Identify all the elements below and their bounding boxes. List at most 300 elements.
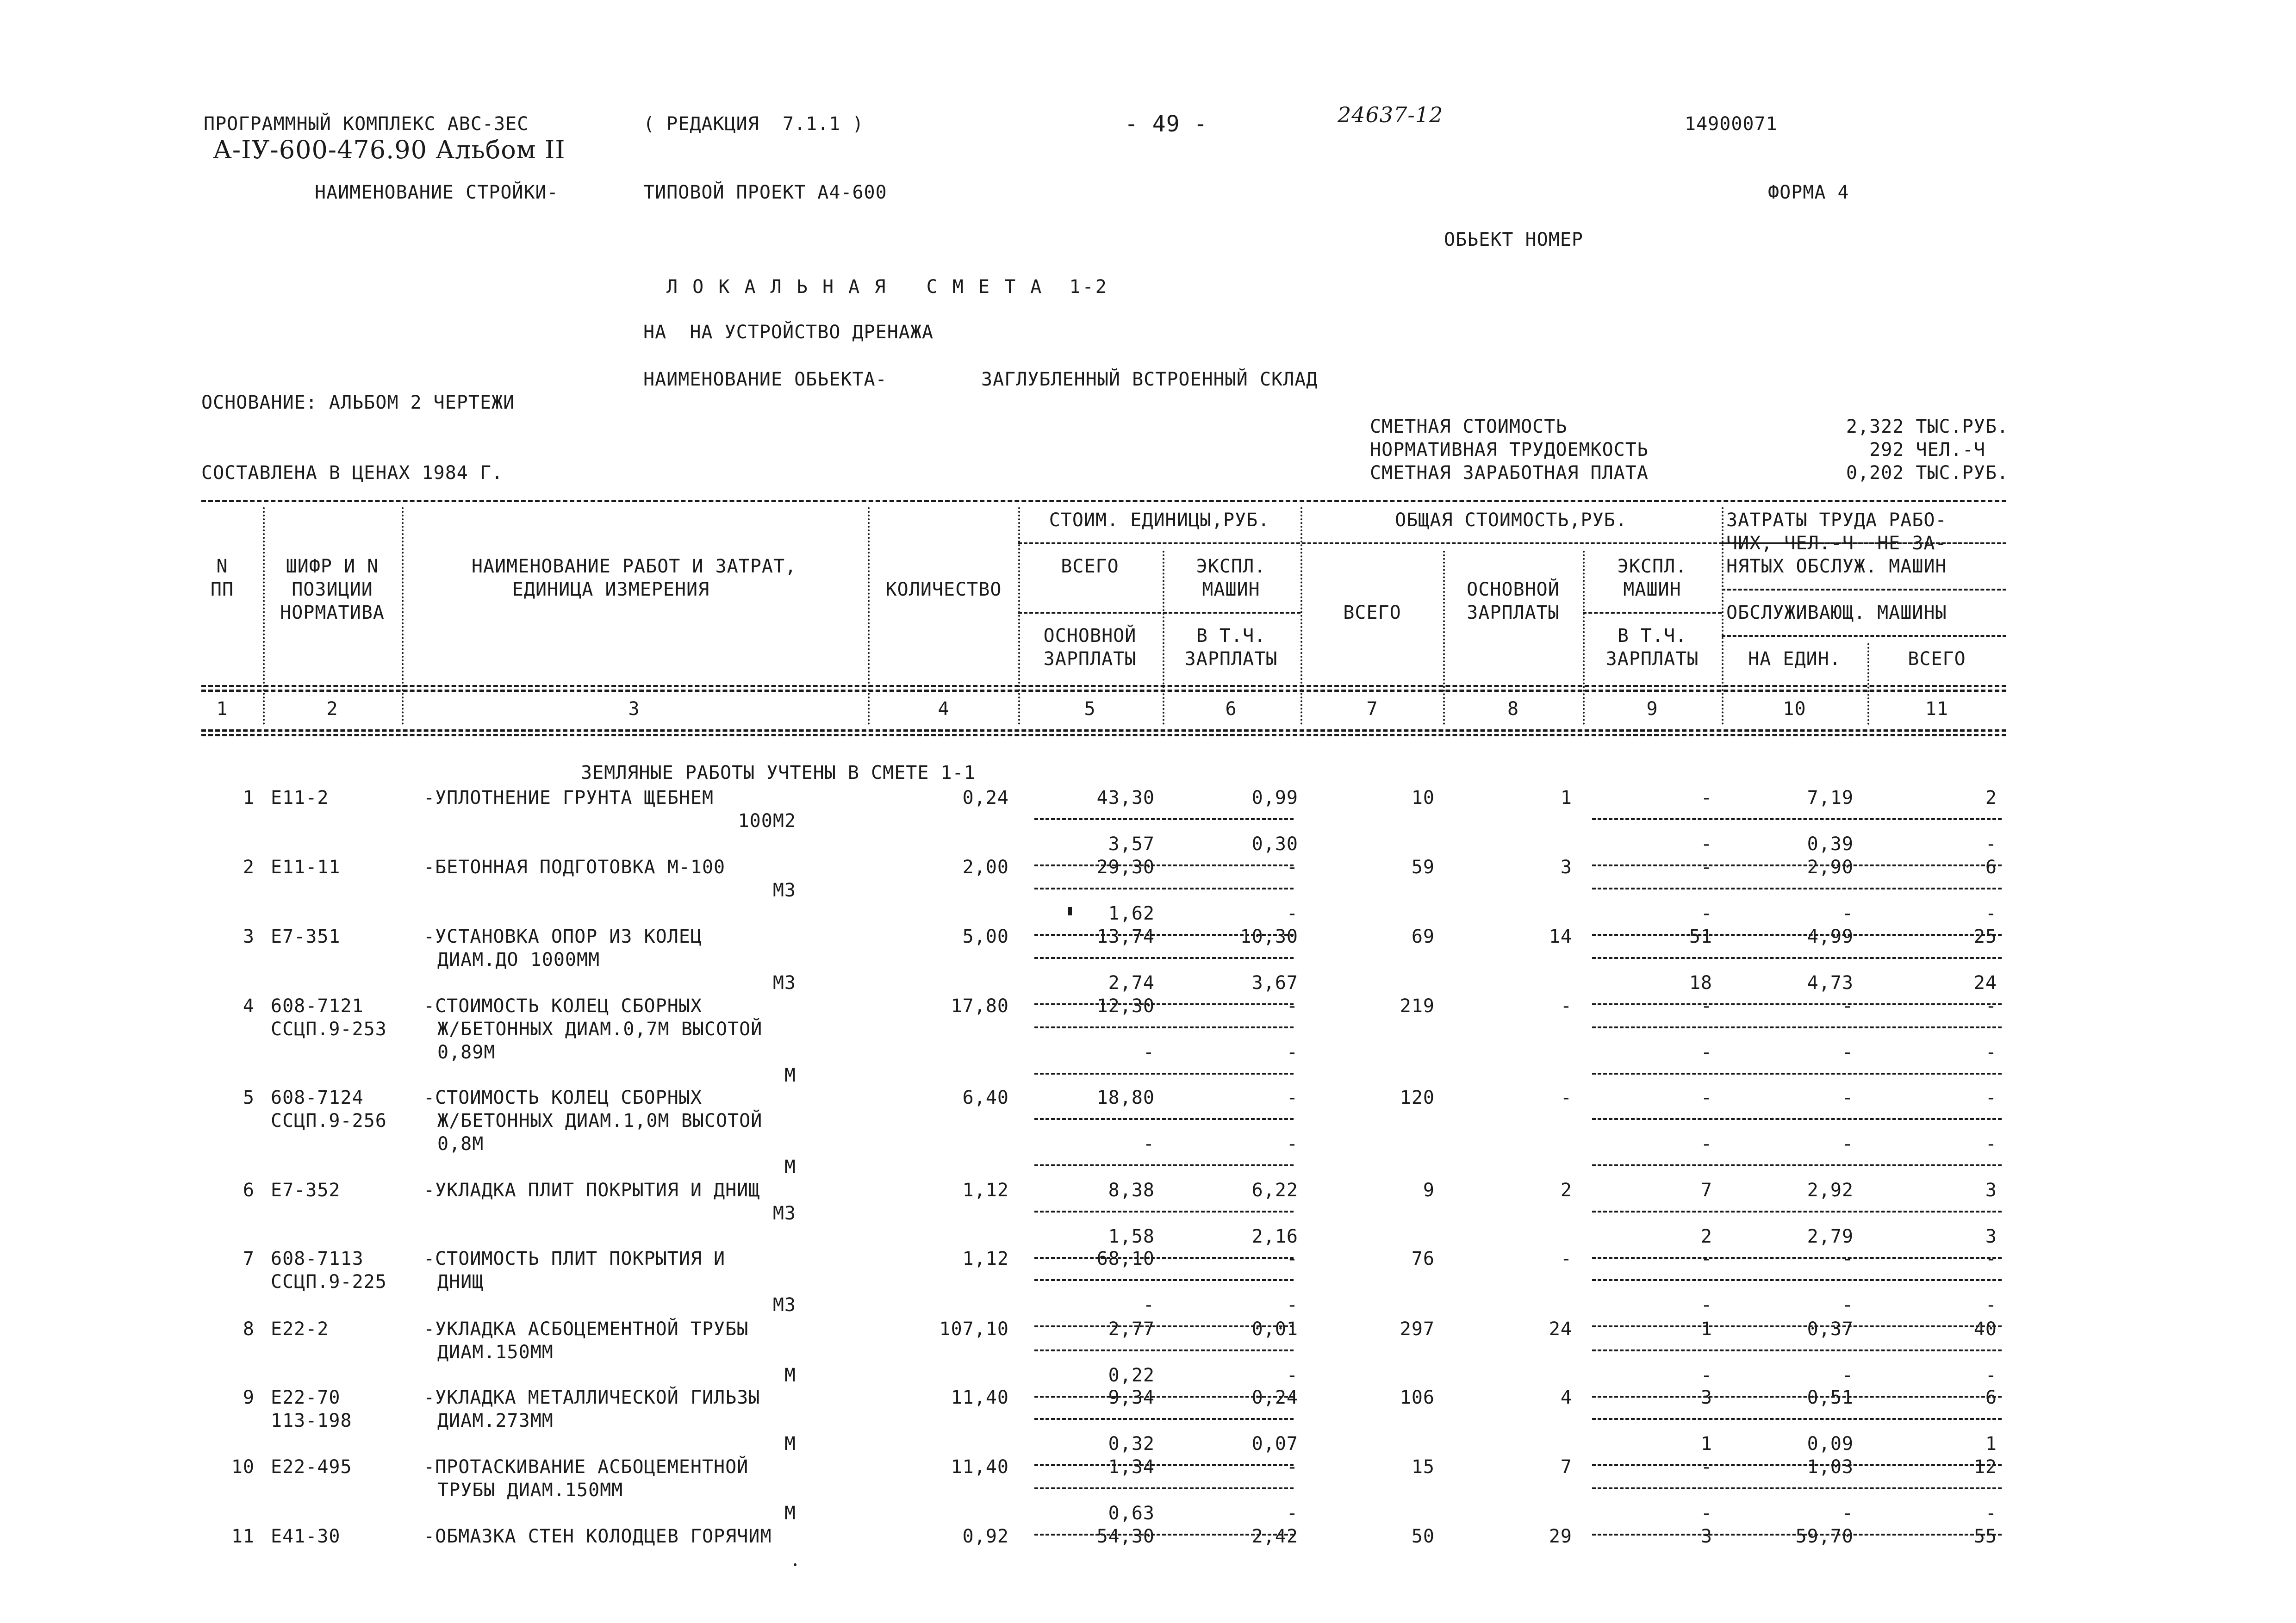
row-unit: М — [784, 1065, 796, 1086]
hdr-tot-incl-1: В Т.Ч. — [1617, 625, 1687, 647]
col-sep-8 — [1583, 551, 1585, 725]
construction-value: ТИПОВОЙ ПРОЕКТ А4-600 — [643, 182, 887, 203]
row-code: Е7-351 — [271, 926, 341, 947]
hdr-pp: ПП — [210, 579, 234, 600]
construction-label: НАИМЕНОВАНИЕ СТРОЙКИ- — [315, 182, 559, 203]
album-reference: А-IУ-600-476.90 Альбом II — [213, 135, 566, 164]
row-name: -СТОИМОСТЬ КОЛЕЦ СБОРНЫХ — [423, 995, 702, 1017]
row-s5: 1,62 — [1108, 903, 1155, 924]
row-sep-5 — [1034, 1279, 1294, 1281]
row-c9: 3 — [1700, 1387, 1712, 1408]
col-sep-2 — [402, 507, 404, 725]
row-c7: 120 — [1400, 1087, 1435, 1108]
hdr-code-3: НОРМАТИВА — [280, 602, 385, 623]
row-s5: 2,74 — [1108, 972, 1155, 994]
row-c10: 2,92 — [1807, 1180, 1854, 1201]
row-sep-9 — [1592, 1118, 2002, 1120]
row-c11: - — [1985, 1087, 1997, 1108]
row-unit: М — [784, 1157, 796, 1178]
row-c11: 40 — [1973, 1318, 1997, 1340]
hdr-code-2: ПОЗИЦИИ — [292, 579, 373, 600]
row-s10: - — [1842, 1042, 1854, 1063]
row-c8: 24 — [1549, 1318, 1572, 1340]
row-unit: М — [784, 1365, 796, 1386]
row-sep-9 — [1592, 1026, 2002, 1028]
row-s6: - — [1286, 1133, 1298, 1155]
form-label: ФОРМА 4 — [1768, 182, 1849, 203]
row-s11: - — [1985, 1294, 1997, 1316]
row-name: Ж/БЕТОННЫХ ДИАМ.1,0М ВЫСОТОЙ — [437, 1110, 763, 1132]
hdr-unit-mach-1: ЭКСПЛ. — [1196, 556, 1266, 577]
row-unit: М — [784, 1503, 796, 1524]
hdr-unit-incl-1: В Т.Ч. — [1196, 625, 1266, 647]
row-s6: - — [1286, 1294, 1298, 1316]
object-name-label: НАИМЕНОВАНИЕ ОБЬЕКТА- — [643, 369, 887, 390]
row-c9: - — [1700, 995, 1712, 1017]
row-s5: 0,32 — [1108, 1433, 1155, 1455]
row-c11: 2 — [1985, 787, 1997, 808]
row-code: Е22-70 — [271, 1387, 341, 1408]
row-s5: 3,57 — [1108, 833, 1155, 855]
row-c10: - — [1842, 1087, 1854, 1108]
row-c8: 4 — [1560, 1387, 1572, 1408]
row-code: ССЦП.9-253 — [271, 1019, 387, 1040]
document-subtitle: НА НА УСТРОЙСТВО ДРЕНАЖА — [643, 322, 934, 343]
hdr-code-1: ШИФР И N — [286, 556, 379, 577]
row-name: -СТОИМОСТЬ ПЛИТ ПОКРЫТИЯ И — [423, 1248, 726, 1269]
header-sub-rule-b — [1018, 612, 1300, 614]
document-title: Л О К А Л Ь Н А Я С М Е Т А 1-2 — [666, 276, 1108, 298]
page-number: - 49 - — [1125, 111, 1208, 137]
row-c5: 8,38 — [1108, 1180, 1155, 1201]
row-c8: 3 — [1560, 857, 1572, 878]
row-code: Е41-30 — [271, 1526, 341, 1547]
row-s10: - — [1842, 1294, 1854, 1316]
row-c5: 54,30 — [1096, 1526, 1155, 1547]
row-sep-5 — [1034, 1026, 1294, 1028]
summary-label-wage: СМЕТНАЯ ЗАРАБОТНАЯ ПЛАТА — [1370, 462, 1649, 484]
hdr-unit-incl-2: ЗАРПЛАТЫ — [1184, 648, 1278, 670]
row-s5: - — [1143, 1294, 1155, 1316]
col-number-6: 6 — [1225, 698, 1237, 720]
row-qty: 6,40 — [962, 1087, 1009, 1108]
row-c5: 9,34 — [1108, 1387, 1155, 1408]
col-number-11: 11 — [1925, 698, 1949, 720]
row-s6: 0,30 — [1251, 833, 1298, 855]
col-number-9: 9 — [1646, 698, 1658, 720]
row-c9: 3 — [1700, 1526, 1712, 1547]
row-code: 608-7113 — [271, 1248, 364, 1269]
row-qty: 11,40 — [951, 1456, 1009, 1478]
row-sep-5 — [1034, 1418, 1294, 1420]
row-c6: 2,42 — [1251, 1526, 1298, 1547]
row-s6: 3,67 — [1251, 972, 1298, 994]
row-c11: 55 — [1973, 1526, 1997, 1547]
prices-basis: СОСТАВЛЕНА В ЦЕНАХ 1984 Г. — [201, 462, 504, 484]
hdr-name-2: ЕДИНИЦА ИЗМЕРЕНИЯ — [512, 579, 710, 600]
row-c11: 6 — [1985, 1387, 1997, 1408]
row-name: ДИАМ.ДО 1000ММ — [437, 949, 600, 970]
row-number: 4 — [243, 995, 255, 1017]
row-sep-9 — [1592, 888, 2002, 889]
header-sub-rule-d — [1722, 589, 2006, 591]
header-sub-rule-e — [1722, 635, 2006, 637]
row-code: 608-7124 — [271, 1087, 364, 1108]
row-c10: 4,99 — [1807, 926, 1854, 947]
summary-value-cost: 2,322 ТЫС.РУБ. — [1846, 416, 2009, 437]
hdr-tot-mach-1: ЭКСПЛ. — [1617, 556, 1687, 577]
row-s10: 0,09 — [1807, 1433, 1854, 1455]
row-c7: 9 — [1423, 1180, 1435, 1201]
row-s10: - — [1842, 1503, 1854, 1524]
row-c9: - — [1700, 1087, 1712, 1108]
row-c6: - — [1286, 1248, 1298, 1269]
row-s11: - — [1985, 903, 1997, 924]
tick-mark-small — [794, 1563, 796, 1566]
row-s6: 2,16 — [1251, 1226, 1298, 1247]
row-c7: 297 — [1400, 1318, 1435, 1340]
row-s11: - — [1985, 1503, 1997, 1524]
basis: ОСНОВАНИЕ: АЛЬБОМ 2 ЧЕРТЕЖИ — [201, 392, 515, 413]
row-c9: - — [1700, 857, 1712, 878]
row-sep-5 — [1034, 1349, 1294, 1351]
row-name: 0,8М — [437, 1133, 484, 1155]
hdr-labor-2: ЧИХ, ЧЕЛ.-Ч НЕ ЗА- — [1726, 533, 1947, 554]
row-s11: - — [1985, 1133, 1997, 1155]
row-sep-5 — [1034, 818, 1294, 820]
row-name: -УКЛАДКА АСБОЦЕМЕНТНОЙ ТРУБЫ — [423, 1318, 749, 1340]
row-c7: 219 — [1400, 995, 1435, 1017]
row-c5: 2,77 — [1108, 1318, 1155, 1340]
row-sep-5 — [1034, 1118, 1294, 1120]
row-code: Е22-2 — [271, 1318, 329, 1340]
row-c5: 13,74 — [1096, 926, 1155, 947]
row-s5: - — [1143, 1042, 1155, 1063]
hdr-name-1: НАИМЕНОВАНИЕ РАБОТ И ЗАТРАТ, — [471, 556, 797, 577]
numbers-bottom-rule-2 — [201, 734, 2006, 736]
row-c8: - — [1560, 1087, 1572, 1108]
row-unit: М3 — [772, 880, 796, 901]
col-number-8: 8 — [1507, 698, 1519, 720]
hdr-tot-wage-2: ЗАРПЛАТЫ — [1467, 602, 1560, 623]
row-c11: 25 — [1973, 926, 1997, 947]
row-code: Е11-11 — [271, 857, 341, 878]
row-sep-9 — [1592, 1211, 2002, 1213]
edition: ( РЕДАКЦИЯ 7.1.1 ) — [643, 113, 864, 135]
row-c11: 6 — [1985, 857, 1997, 878]
row-sep-5b — [1034, 1073, 1294, 1075]
row-s11: 24 — [1973, 972, 1997, 994]
table-top-rule — [201, 500, 2006, 502]
row-unit: М3 — [772, 1294, 796, 1316]
row-c10: - — [1842, 995, 1854, 1017]
row-s11: - — [1985, 833, 1997, 855]
col-number-2: 2 — [326, 698, 338, 720]
row-qty: 1,12 — [962, 1248, 1009, 1269]
row-c10: 0,51 — [1807, 1387, 1854, 1408]
row-unit: М3 — [772, 1203, 796, 1224]
row-s6: - — [1286, 1042, 1298, 1063]
row-s11: 1 — [1985, 1433, 1997, 1455]
row-c11: 12 — [1973, 1456, 1997, 1478]
hdr-total-cost: ОБЩАЯ СТОИМОСТЬ,РУБ. — [1395, 510, 1627, 531]
hdr-unit-wage-1: ОСНОВНОЙ — [1043, 625, 1137, 647]
row-s10: - — [1842, 903, 1854, 924]
handwritten-code: 24637-12 — [1338, 102, 1444, 127]
row-name: -СТОИМОСТЬ КОЛЕЦ СБОРНЫХ — [423, 1087, 702, 1108]
row-c6: 10,30 — [1240, 926, 1298, 947]
row-s9: - — [1700, 903, 1712, 924]
row-c8: 7 — [1560, 1456, 1572, 1478]
row-name: Ж/БЕТОННЫХ ДИАМ.0,7М ВЫСОТОЙ — [437, 1019, 763, 1040]
row-sep-5b — [1034, 1164, 1294, 1166]
row-sep-9b — [1592, 1164, 2002, 1166]
row-sep-5 — [1034, 888, 1294, 889]
row-s10: 2,79 — [1807, 1226, 1854, 1247]
tick-mark — [1068, 907, 1072, 915]
row-sep-9 — [1592, 1349, 2002, 1351]
row-unit: М — [784, 1433, 796, 1455]
col-number-3: 3 — [628, 698, 640, 720]
numbers-top-rule — [201, 690, 2006, 692]
row-code: ССЦП.9-225 — [271, 1271, 387, 1293]
row-c5: 43,30 — [1096, 787, 1155, 808]
row-c6: 0,24 — [1251, 1387, 1298, 1408]
col-sep-4 — [1018, 507, 1020, 725]
row-c5: 18,80 — [1096, 1087, 1155, 1108]
row-s5: 0,63 — [1108, 1503, 1155, 1524]
row-s10: - — [1842, 1133, 1854, 1155]
row-c7: 106 — [1400, 1387, 1435, 1408]
hdr-qty: КОЛИЧЕСТВО — [885, 579, 1002, 600]
row-qty: 5,00 — [962, 926, 1009, 947]
row-s11: 3 — [1985, 1226, 1997, 1247]
row-c10: 7,19 — [1807, 787, 1854, 808]
row-name: -ОБМАЗКА СТЕН КОЛОДЦЕВ ГОРЯЧИМ — [423, 1526, 772, 1547]
row-name: ТРУБЫ ДИАМ.150ММ — [437, 1480, 623, 1501]
row-c5: 29,30 — [1096, 857, 1155, 878]
row-s5: 1,58 — [1108, 1226, 1155, 1247]
doc-number: 14900071 — [1685, 113, 1778, 135]
row-c7: 76 — [1411, 1248, 1435, 1269]
row-qty: 1,12 — [962, 1180, 1009, 1201]
col-number-7: 7 — [1366, 698, 1378, 720]
row-c9: 1 — [1700, 1318, 1712, 1340]
row-s9: 18 — [1689, 972, 1712, 994]
row-c6: - — [1286, 1087, 1298, 1108]
row-code: Е22-495 — [271, 1456, 352, 1478]
row-c5: 68,10 — [1096, 1248, 1155, 1269]
row-c10: 2,90 — [1807, 857, 1854, 878]
hdr-tot-mach-2: МАШИН — [1623, 579, 1681, 600]
col-sep-3 — [868, 507, 870, 725]
row-s6: 0,07 — [1251, 1433, 1298, 1455]
row-c5: 1,34 — [1108, 1456, 1155, 1478]
row-name: 0,89М — [437, 1042, 496, 1063]
col-number-4: 4 — [938, 698, 950, 720]
hdr-tot-incl-2: ЗАРПЛАТЫ — [1605, 648, 1699, 670]
row-sep-9b — [1592, 1073, 2002, 1075]
row-code: Е11-2 — [271, 787, 329, 808]
row-c8: - — [1560, 995, 1572, 1017]
header-sub-rule-c — [1583, 612, 1722, 614]
hdr-labor-3: НЯТЫХ ОБСЛУЖ. МАШИН — [1726, 556, 1947, 577]
row-c7: 15 — [1411, 1456, 1435, 1478]
row-name: -ПРОТАСКИВАНИЕ АСБОЦЕМЕНТНОЙ — [423, 1456, 749, 1478]
row-name: ДНИЩ — [437, 1271, 484, 1293]
row-number: 5 — [243, 1087, 255, 1108]
row-c9: - — [1700, 787, 1712, 808]
hdr-labor-total: ВСЕГО — [1908, 648, 1966, 670]
row-c9: - — [1700, 1248, 1712, 1269]
header-bottom-rule — [201, 685, 2006, 687]
row-unit: М3 — [772, 972, 796, 994]
row-code: Е7-352 — [271, 1180, 341, 1201]
row-c10: 59,70 — [1795, 1526, 1854, 1547]
row-code: 113-198 — [271, 1410, 352, 1431]
row-qty: 2,00 — [962, 857, 1009, 878]
row-sep-5 — [1034, 957, 1294, 959]
hdr-unit-cost: СТОИМ. ЕДИНИЦЫ,РУБ. — [1049, 510, 1270, 531]
row-c11: 3 — [1985, 1180, 1997, 1201]
row-number: 6 — [243, 1180, 255, 1201]
row-qty: 0,92 — [962, 1526, 1009, 1547]
row-c9: 51 — [1689, 926, 1712, 947]
summary-value-wage: 0,202 ТЫС.РУБ. — [1846, 462, 2009, 484]
row-s6: - — [1286, 1365, 1298, 1386]
row-s9: - — [1700, 1133, 1712, 1155]
row-c11: - — [1985, 995, 1997, 1017]
row-number: 10 — [231, 1456, 255, 1478]
row-name: ДИАМ.273ММ — [437, 1410, 554, 1431]
row-name: -УСТАНОВКА ОПОР ИЗ КОЛЕЦ — [423, 926, 702, 947]
row-s5: 0,22 — [1108, 1365, 1155, 1386]
hdr-labor-1: ЗАТРАТЫ ТРУДА РАБО- — [1726, 510, 1947, 531]
col-number-5: 5 — [1084, 698, 1096, 720]
row-c6: - — [1286, 857, 1298, 878]
row-c8: 2 — [1560, 1180, 1572, 1201]
row-c7: 69 — [1411, 926, 1435, 947]
row-c10: 0,37 — [1807, 1318, 1854, 1340]
row-c6: - — [1286, 1456, 1298, 1478]
summary-label-labor: НОРМАТИВНАЯ ТРУДОЕМКОСТЬ — [1370, 439, 1649, 460]
summary-label-cost: СМЕТНАЯ СТОИМОСТЬ — [1370, 416, 1568, 437]
row-c9: - — [1700, 1456, 1712, 1478]
row-name: -УКЛАДКА ПЛИТ ПОКРЫТИЯ И ДНИЩ — [423, 1180, 760, 1201]
hdr-labor-unit: НА ЕДИН. — [1748, 648, 1841, 670]
section-note: ЗЕМЛЯНЫЕ РАБОТЫ УЧТЕНЫ В СМЕТЕ 1-1 — [581, 762, 976, 784]
row-name: ДИАМ.150ММ — [437, 1342, 554, 1363]
row-s9: - — [1700, 1365, 1712, 1386]
row-qty: 11,40 — [951, 1387, 1009, 1408]
row-c8: 14 — [1549, 926, 1572, 947]
row-s10: - — [1842, 1365, 1854, 1386]
row-s9: 2 — [1700, 1226, 1712, 1247]
hdr-tot-total: ВСЕГО — [1343, 602, 1401, 623]
col-number-1: 1 — [216, 698, 228, 720]
col-sep-9 — [1722, 507, 1724, 725]
row-sep-9 — [1592, 957, 2002, 959]
hdr-tot-wage-1: ОСНОВНОЙ — [1467, 579, 1560, 600]
row-s9: - — [1700, 1042, 1712, 1063]
row-c8: 29 — [1549, 1526, 1572, 1547]
row-s6: - — [1286, 903, 1298, 924]
row-s11: - — [1985, 1365, 1997, 1386]
row-sep-9 — [1592, 1418, 2002, 1420]
row-c6: 6,22 — [1251, 1180, 1298, 1201]
hdr-n: N — [216, 556, 228, 577]
row-s10: 4,73 — [1807, 972, 1854, 994]
program-name: ПРОГРАММНЫЙ КОМПЛЕКС АВС-3ЕС — [204, 113, 529, 135]
summary-value-labor: 292 ЧЕЛ.-Ч — [1869, 439, 1985, 460]
row-c7: 50 — [1411, 1526, 1435, 1547]
row-sep-5 — [1034, 1487, 1294, 1489]
col-sep-1 — [263, 507, 265, 725]
row-c6: - — [1286, 995, 1298, 1017]
row-qty: 0,24 — [962, 787, 1009, 808]
row-sep-9 — [1592, 1487, 2002, 1489]
row-number: 8 — [243, 1318, 255, 1340]
object-number: ОБЬЕКТ НОМЕР — [1444, 229, 1583, 250]
row-number: 11 — [231, 1526, 255, 1547]
row-c8: - — [1560, 1248, 1572, 1269]
object-name-value: ЗАГЛУБЛЕННЫЙ ВСТРОЕННЫЙ СКЛАД — [981, 369, 1318, 390]
row-c5: 12,30 — [1096, 995, 1155, 1017]
row-s9: - — [1700, 1294, 1712, 1316]
row-s11: - — [1985, 1042, 1997, 1063]
row-sep-9 — [1592, 818, 2002, 820]
col-sep-6 — [1300, 507, 1302, 725]
row-c7: 59 — [1411, 857, 1435, 878]
row-number: 7 — [243, 1248, 255, 1269]
row-qty: 107,10 — [939, 1318, 1009, 1340]
row-s9: - — [1700, 833, 1712, 855]
col-number-10: 10 — [1783, 698, 1806, 720]
row-number: 3 — [243, 926, 255, 947]
hdr-unit-wage-2: ЗАРПЛАТЫ — [1043, 648, 1137, 670]
row-c9: 7 — [1700, 1180, 1712, 1201]
row-c10: 1,03 — [1807, 1456, 1854, 1478]
row-sep-5 — [1034, 1211, 1294, 1213]
row-number: 9 — [243, 1387, 255, 1408]
row-s9: 1 — [1700, 1433, 1712, 1455]
row-c10: - — [1842, 1248, 1854, 1269]
row-code: ССЦП.9-256 — [271, 1110, 387, 1132]
row-c7: 10 — [1411, 787, 1435, 808]
col-sep-10 — [1867, 643, 1869, 725]
hdr-unit-mach-2: МАШИН — [1202, 579, 1260, 600]
row-s9: - — [1700, 1503, 1712, 1524]
hdr-labor-serv: ОБСЛУЖИВАЮЩ. МАШИНЫ — [1726, 602, 1947, 623]
row-sep-9 — [1592, 1279, 2002, 1281]
row-name: -УПЛОТНЕНИЕ ГРУНТА ЩЕБНЕМ — [423, 787, 714, 808]
row-name: -БЕТОННАЯ ПОДГОТОВКА М-100 — [423, 857, 726, 878]
row-c6: 0,01 — [1251, 1318, 1298, 1340]
row-number: 1 — [243, 787, 255, 808]
hdr-unit-total: ВСЕГО — [1061, 556, 1119, 577]
row-unit: 100М2 — [738, 810, 796, 832]
row-s6: - — [1286, 1503, 1298, 1524]
row-s5: - — [1143, 1133, 1155, 1155]
row-s10: 0,39 — [1807, 833, 1854, 855]
row-c6: 0,99 — [1251, 787, 1298, 808]
row-code: 608-7121 — [271, 995, 364, 1017]
row-name: -УКЛАДКА МЕТАЛЛИЧЕСКОЙ ГИЛЬЗЫ — [423, 1387, 760, 1408]
row-c8: 1 — [1560, 787, 1572, 808]
row-c11: - — [1985, 1248, 1997, 1269]
numbers-bottom-rule — [201, 729, 2006, 732]
row-qty: 17,80 — [951, 995, 1009, 1017]
